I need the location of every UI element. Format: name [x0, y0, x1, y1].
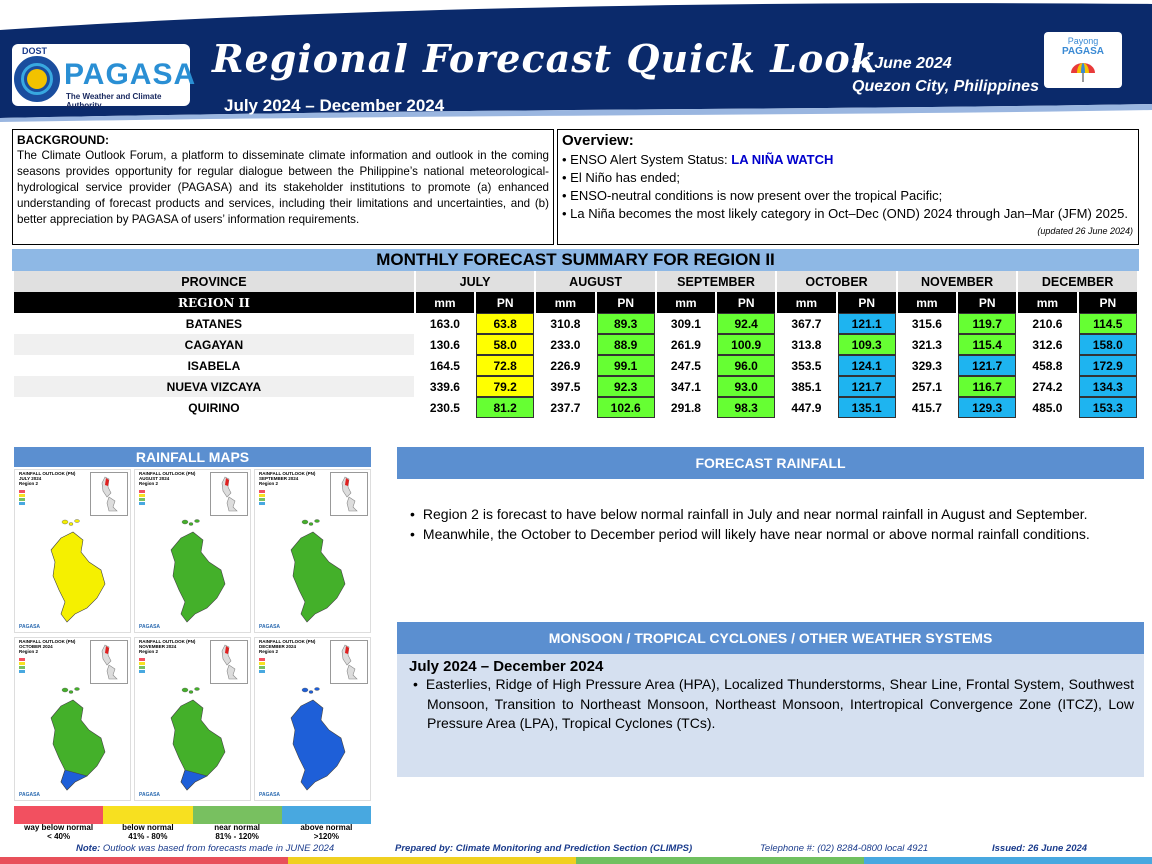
overview-item: • ENSO-neutral conditions is now present over the tropical Pacific;: [562, 188, 943, 203]
rainfall-map-label-line: JULY 2024: [19, 476, 42, 481]
table-row: [14, 376, 1137, 397]
enso-status-item: [562, 151, 1134, 169]
month-header: NOVEMBER: [898, 271, 1017, 292]
weather-systems-period: July 2024 – December 2024: [409, 658, 604, 675]
unit-pn-header: PN: [597, 292, 655, 313]
forecast-table: [12, 271, 1139, 418]
footer-telephone: Telephone #: (02) 8284-0800 local 4921: [760, 843, 929, 854]
percent-normal-cell: 81.2: [476, 397, 534, 418]
legend-category-range: 41% - 80%: [128, 832, 168, 841]
weather-systems-section: [397, 654, 1144, 777]
payong-line2: PAGASA: [1061, 46, 1105, 57]
rainfall-map-label-line: RAINFALL OUTLOOK (PN): [139, 639, 196, 644]
region2-map: [151, 686, 247, 794]
rainfall-mm-cell: 247.5: [670, 358, 701, 373]
region2-map: [151, 518, 247, 626]
footer-prepared-by: Prepared by: Climate Monitoring and Prediction Section (CLIMPS): [395, 843, 693, 854]
rainfall-map-label-line: RAINFALL OUTLOOK (PN): [19, 471, 76, 476]
rainfall-mm-cell: 347.1: [670, 379, 701, 394]
forecast-rainfall-item: • Meanwhile, the October to December period will likely have near normal or above normal rainfall conditions.: [406, 525, 1134, 545]
legend-label: [14, 823, 103, 841]
rainfall-map-label-line: Region 2: [19, 481, 39, 486]
legend-swatch: [282, 806, 371, 824]
rainfall-legend-bar: [14, 806, 371, 824]
percent-normal-cell: 119.7: [958, 313, 1016, 334]
rainfall-map-panel: [254, 637, 371, 801]
rainfall-mm-cell: 321.3: [911, 337, 942, 352]
rainfall-map-mini-legend: [259, 658, 289, 684]
rainfall-map-panel: [134, 469, 251, 633]
month-header: AUGUST: [536, 271, 655, 292]
rainfall-mm-cell: 339.6: [429, 379, 460, 394]
month-header: JULY: [416, 271, 535, 292]
unit-mm-header: mm: [416, 292, 474, 313]
table-row: [14, 313, 1137, 334]
rainfall-map-footer: PAGASA: [139, 792, 161, 798]
rainfall-map-label-line: DECEMBER 2024: [259, 644, 297, 649]
rainfall-map-label-line: Region 2: [139, 481, 159, 486]
percent-normal-cell: 114.5: [1079, 313, 1137, 334]
weather-systems-title: MONSOON / TROPICAL CYCLONES / OTHER WEATHER SYSTEMS: [397, 622, 1144, 654]
percent-normal-cell: 92.4: [717, 313, 775, 334]
table-row: [14, 355, 1137, 376]
logo-tagline: The Weather and Climate Authority: [66, 92, 162, 110]
pagasa-seal-icon: [14, 56, 60, 102]
rainfall-map-label-line: SEPTEMBER 2024: [259, 476, 299, 481]
rainfall-map-label-line: Region 2: [139, 649, 159, 654]
rainfall-map-label: [259, 471, 319, 486]
rainfall-map-label: [139, 471, 199, 486]
rainfall-mm-cell: 230.5: [429, 400, 460, 415]
rainfall-mm-cell: 397.5: [550, 379, 581, 394]
rainfall-map-mini-legend: [259, 490, 289, 516]
table-title: MONTHLY FORECAST SUMMARY FOR REGION II: [12, 249, 1139, 271]
unit-mm-header: mm: [1018, 292, 1076, 313]
rainfall-map-panel: [14, 637, 131, 801]
percent-normal-cell: 79.2: [476, 376, 534, 397]
rainfall-map-label: [259, 639, 319, 654]
rainfall-map-label-line: Region 2: [259, 649, 279, 654]
rainfall-mm-cell: 353.5: [791, 358, 822, 373]
legend-category-range: >120%: [313, 832, 339, 841]
rainfall-map-label-line: RAINFALL OUTLOOK (PN): [259, 639, 316, 644]
rainfall-map-label-line: AUGUST 2024: [139, 476, 170, 481]
region2-map: [31, 686, 127, 794]
rainfall-map-mini-legend: [19, 658, 49, 684]
rainfall-map-label-line: RAINFALL OUTLOOK (PN): [19, 639, 76, 644]
rainfall-mm-cell: 367.7: [791, 316, 822, 331]
rainfall-mm-cell: 415.7: [911, 400, 942, 415]
unit-mm-header: mm: [536, 292, 594, 313]
background-heading: BACKGROUND:: [17, 133, 109, 147]
rainfall-mm-cell: 309.1: [670, 316, 701, 331]
province-cell: CAGAYAN: [14, 334, 414, 355]
rainfall-mm-cell: 385.1: [791, 379, 822, 394]
rainfall-mm-cell: 313.8: [791, 337, 822, 352]
footer-issued: Issued: 26 June 2024: [992, 843, 1088, 854]
percent-normal-cell: 58.0: [476, 334, 534, 355]
footer-color-strip: [0, 857, 1152, 864]
percent-normal-cell: 72.8: [476, 355, 534, 376]
percent-normal-cell: 100.9: [717, 334, 775, 355]
issue-date: 26 June 2024: [852, 55, 952, 72]
percent-normal-cell: 158.0: [1079, 334, 1137, 355]
legend-label: [193, 823, 282, 841]
rainfall-mm-cell: 291.8: [670, 400, 701, 415]
weather-systems-item: • Easterlies, Ridge of High Pressure Area (HPA), Localized Thunderstorms, Shear Line, Frontal System, Southwest Monsoon, Transition to Northeast Monsoon, Northeast Monsoon, Intertropical Convergence Zone (ITCZ), Low Pressure Area (LPA), Tropical Cyclones (TCs).: [409, 675, 1134, 734]
header-banner: [0, 0, 1152, 122]
rainfall-map-footer: PAGASA: [139, 624, 161, 630]
percent-normal-cell: 92.3: [597, 376, 655, 397]
rainfall-mm-cell: 315.6: [911, 316, 942, 331]
month-header: SEPTEMBER: [657, 271, 776, 292]
region2-map: [271, 518, 367, 626]
month-header: DECEMBER: [1018, 271, 1137, 292]
rainfall-mm-cell: 447.9: [791, 400, 822, 415]
rainfall-mm-cell: 163.0: [429, 316, 460, 331]
philippines-inset-map: [90, 472, 128, 516]
period-title: July 2024 – December 2024: [224, 96, 445, 115]
rainfall-map-label: [19, 639, 79, 654]
pagasa-logo: [12, 44, 197, 110]
issue-place: Quezon City, Philippines: [852, 78, 1039, 95]
percent-normal-cell: 121.7: [838, 376, 896, 397]
rainfall-mm-cell: 210.6: [1032, 316, 1063, 331]
percent-normal-cell: 134.3: [1079, 376, 1137, 397]
rainfall-map-label-line: RAINFALL OUTLOOK (PN): [139, 471, 196, 476]
percent-normal-cell: 172.9: [1079, 355, 1137, 376]
province-cell: BATANES: [185, 316, 243, 331]
rainfall-map-label-line: RAINFALL OUTLOOK (PN): [259, 471, 316, 476]
overview-section: [557, 129, 1139, 245]
rainfall-mm-cell: 226.9: [550, 358, 581, 373]
rainfall-mm-cell: 274.2: [1032, 379, 1063, 394]
province-header: PROVINCE: [14, 271, 414, 292]
rainfall-mm-cell: 257.1: [911, 379, 942, 394]
page-title: Regional Forecast Quick Look: [212, 36, 879, 81]
rainfall-map-label: [19, 471, 79, 486]
rainfall-map-label-line: Region 2: [259, 481, 279, 486]
philippines-inset-map: [330, 640, 368, 684]
rainfall-map-mini-legend: [139, 658, 169, 684]
rainfall-legend-labels: [14, 823, 371, 841]
percent-normal-cell: 153.3: [1079, 397, 1137, 418]
unit-mm-header: mm: [657, 292, 715, 313]
legend-category-name: way below normal: [24, 823, 94, 832]
percent-normal-cell: 135.1: [838, 397, 896, 418]
footer-note-text: Outlook was based from forecasts made in JUNE 2024: [100, 843, 335, 854]
overview-updated-note: (updated 26 June 2024): [1037, 226, 1133, 236]
percent-normal-cell: 109.3: [838, 334, 896, 355]
forecast-rainfall-title: FORECAST RAINFALL: [397, 447, 1144, 479]
legend-swatch: [14, 806, 103, 824]
province-cell: NUEVA VIZCAYA: [14, 376, 414, 397]
rainfall-mm-cell: 130.6: [429, 337, 460, 352]
rainfall-mm-cell: 261.9: [670, 337, 701, 352]
table-row: [14, 397, 1137, 418]
philippines-inset-map: [90, 640, 128, 684]
unit-pn-header: PN: [1079, 292, 1137, 313]
legend-category-name: above normal: [300, 823, 353, 832]
philippines-inset-map: [330, 472, 368, 516]
logo-dost-text: DOST: [22, 46, 48, 56]
percent-normal-cell: 121.1: [838, 313, 896, 334]
legend-category-range: 81% - 120%: [215, 832, 259, 841]
legend-label: [103, 823, 192, 841]
percent-normal-cell: 63.8: [476, 313, 534, 334]
region2-map: [271, 686, 367, 794]
rainfall-map-panel: [14, 469, 131, 633]
rainfall-mm-cell: 329.3: [911, 358, 942, 373]
payong-line1: Payong: [1067, 36, 1099, 46]
payong-pagasa-logo: [1044, 32, 1122, 88]
rainfall-mm-cell: 164.5: [429, 358, 460, 373]
percent-normal-cell: 96.0: [717, 355, 775, 376]
rainfall-mm-cell: 233.0: [550, 337, 581, 352]
philippines-inset-map: [210, 640, 248, 684]
legend-category-range: < 40%: [47, 832, 71, 841]
percent-normal-cell: 102.6: [597, 397, 655, 418]
legend-swatch: [103, 806, 192, 824]
rainfall-map-footer: PAGASA: [19, 624, 41, 630]
region2-map: [31, 518, 127, 626]
umbrella-icon: [1070, 62, 1096, 84]
percent-normal-cell: 116.7: [958, 376, 1016, 397]
overview-item: • El Niño has ended;: [562, 170, 681, 185]
footer: [0, 843, 1152, 857]
legend-category-name: near normal: [214, 823, 261, 832]
unit-pn-header: PN: [476, 292, 534, 313]
percent-normal-cell: 98.3: [717, 397, 775, 418]
forecast-rainfall-list: [406, 505, 1134, 544]
table-row: [14, 334, 1137, 355]
unit-pn-header: PN: [717, 292, 775, 313]
unit-mm-header: mm: [898, 292, 956, 313]
unit-mm-header: mm: [777, 292, 835, 313]
legend-label: [282, 823, 371, 841]
percent-normal-cell: 93.0: [717, 376, 775, 397]
rainfall-map-label-line: OCTOBER 2024: [19, 644, 53, 649]
rainfall-map-label-line: NOVEMBER 2024: [139, 644, 177, 649]
enso-status-label: • ENSO Alert System Status:: [562, 152, 732, 167]
legend-category-name: below normal: [122, 823, 174, 832]
rainfall-map-mini-legend: [139, 490, 169, 516]
percent-normal-cell: 121.7: [958, 355, 1016, 376]
rainfall-map-label-line: Region 2: [19, 649, 39, 654]
background-text: The Climate Outlook Forum, a platform to disseminate climate information and outlook in the coming seasons provides opportunity for regular dialogue between the Philippine’s national meteorological-hydrological service provider (PAGASA) and its stakeholder institutions to promote (a) enhanced understanding of forecast products and services, including their limitations and uncertainties, and (b) better appreciation by PAGASA of users’ information requirements.: [17, 149, 549, 226]
rainfall-mm-cell: 237.7: [550, 400, 581, 415]
percent-normal-cell: 124.1: [838, 355, 896, 376]
rainfall-map-footer: PAGASA: [259, 792, 281, 798]
legend-swatch: [193, 806, 282, 824]
weather-systems-list: [409, 675, 1134, 734]
philippines-inset-map: [210, 472, 248, 516]
overview-heading: Overview:: [562, 132, 634, 149]
province-cell: ISABELA: [187, 358, 241, 373]
rainfall-map-footer: PAGASA: [19, 792, 41, 798]
enso-status-value: LA NIÑA WATCH: [731, 152, 834, 167]
percent-normal-cell: 115.4: [958, 334, 1016, 355]
region-label: REGION II: [14, 292, 414, 313]
month-header: OCTOBER: [777, 271, 896, 292]
percent-normal-cell: 88.9: [597, 334, 655, 355]
footer-note-label: Note:: [76, 843, 101, 854]
footer-note: [76, 843, 334, 854]
percent-normal-cell: 129.3: [958, 397, 1016, 418]
province-cell: QUIRINO: [188, 400, 240, 415]
logo-agency-name: PAGASA: [64, 58, 197, 91]
unit-pn-header: PN: [958, 292, 1016, 313]
percent-normal-cell: 89.3: [597, 313, 655, 334]
rainfall-maps-grid: [14, 469, 371, 805]
rainfall-mm-cell: 310.8: [550, 316, 581, 331]
overview-item: • La Niña becomes the most likely category in Oct–Dec (OND) 2024 through Jan–Mar (JFM) 2025.: [562, 206, 1128, 221]
rainfall-map-panel: [134, 637, 251, 801]
rainfall-mm-cell: 485.0: [1032, 400, 1063, 415]
rainfall-mm-cell: 312.6: [1032, 337, 1063, 352]
rainfall-map-footer: PAGASA: [259, 624, 281, 630]
rainfall-map-label: [139, 639, 199, 654]
percent-normal-cell: 99.1: [597, 355, 655, 376]
rainfall-map-panel: [254, 469, 371, 633]
unit-pn-header: PN: [838, 292, 896, 313]
rainfall-map-mini-legend: [19, 490, 49, 516]
rainfall-maps-title: RAINFALL MAPS: [14, 447, 371, 467]
forecast-rainfall-item: • Region 2 is forecast to have below normal rainfall in July and near normal rainfall in August and September.: [406, 505, 1134, 525]
rainfall-mm-cell: 458.8: [1032, 358, 1063, 373]
background-section: [12, 129, 554, 245]
